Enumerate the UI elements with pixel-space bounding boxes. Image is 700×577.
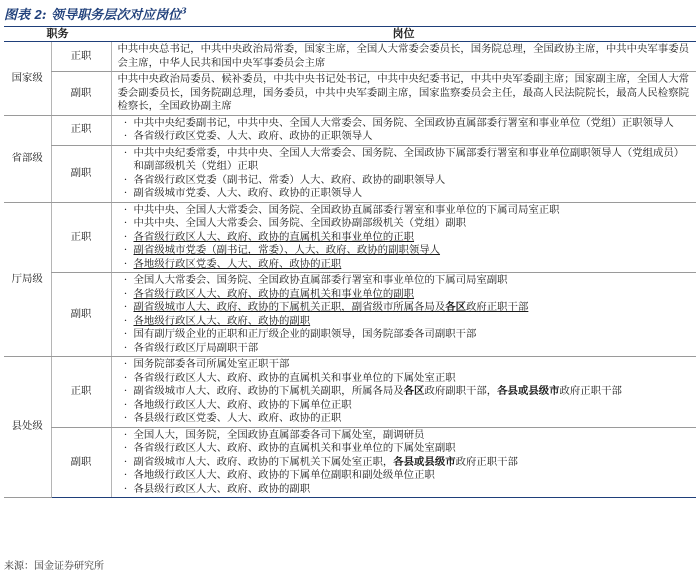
subrank-cell: 正职 [51,202,111,273]
bullet-item [118,174,693,188]
bullet-item [118,342,693,356]
subrank-cell: 正职 [51,115,111,145]
level-cell: 厅局级 [4,202,51,357]
subrank-cell: 正职 [51,357,111,428]
bullet-item [118,429,693,443]
bullet-text: 全国人大，国务院，全国政协直属部委各司下属处室，副调研员 [133,428,425,441]
bullet-dot-icon: · [123,371,128,384]
table-header-row [4,27,696,42]
position-cell [111,427,696,498]
bullet-item [118,244,693,258]
bullet-text: 中共中央、全国人大常委会、国务院、全国政协直属部委行署室和事业单位的下属司局室正职 [133,203,560,216]
level-cell: 县处级 [4,357,51,498]
bullet-dot-icon: · [123,455,128,468]
bullet-text: 各地级行政区党委、人大、政府、政协的正职 [133,257,342,270]
bullet-text: 各省级行政区人大、政府、政协的直属机关和事业单位的下属处室副职 [133,442,456,454]
bullet-dot-icon: · [123,230,128,243]
bullet-item [118,130,693,144]
subrank-cell: 副职 [51,72,111,116]
bullet-text: 各地级行政区人大、政府、政协的副职 [133,314,311,327]
table-row [4,115,696,145]
bullet-text: 中共中央、全国人大常委会、国务院、全国政协副部级机关（党组）副职 [133,217,466,229]
bullet-dot-icon: · [123,244,128,256]
bullet-dot-icon: · [123,287,128,300]
bullet-dot-icon: · [123,203,128,216]
source-note: 来源：国金证券研究所 [4,561,104,572]
bullet-item [118,412,693,426]
bullet-dot-icon: · [123,341,128,354]
bullet-text-segment: 政府正职干部 [455,455,518,468]
figure-title [4,4,187,24]
bullet-dot-icon: · [123,217,128,229]
bullet-dot-icon: · [123,412,128,424]
bullet-dot-icon: · [123,398,128,411]
bullet-text-segment: 政府正职干部 [559,385,622,397]
bullet-item [118,328,693,342]
bullet-dot-icon: · [123,116,128,129]
bullet-text-segment: 副省级城市人大、政府、政协的下属机关下属处室正职， [133,455,394,468]
bullet-dot-icon: · [123,146,128,159]
title-number: 2 [34,7,42,22]
bullet-text: 各地级行政区人大、政府、政协的下属单位副职和副处级单位正职 [133,469,435,481]
bullet-item [118,117,693,131]
bullet-dot-icon: · [123,257,128,270]
bullet-dot-icon: · [123,301,128,313]
header-position: 岗位 [111,27,696,42]
bullet-text [134,385,693,399]
bullet-dot-icon: · [123,358,128,370]
subrank-cell: 副职 [51,427,111,498]
bullet-text [134,456,693,470]
subrank-cell: 正职 [51,42,111,72]
bullet-text: 各县级行政区人大、政府、政协的副职 [133,482,311,495]
bullet-item [118,456,693,470]
bullet-text: 各省级行政区人大、政府、政协的直属机关和事业单位的下属处室正职 [133,371,456,384]
subrank-cell: 副职 [51,273,111,357]
bullet-item [118,274,693,288]
table-row [4,145,696,202]
bullet-dot-icon: · [123,442,128,454]
bullet-text: 各省级行政区厅局副职干部 [133,341,259,354]
position-cell: 中共中央总书记，中共中央政治局常委，国家主席，全国人大常委会委员长，国务院总理，全国政协主席，中共中央军事委员会主席，中华人民共和国中央军事委员会主席 [111,42,696,72]
bullet-dot-icon: · [123,274,128,286]
subrank-cell: 副职 [51,145,111,202]
bullet-item [118,231,693,245]
level-cell: 省部级 [4,115,51,202]
bullet-dot-icon: · [123,173,128,186]
bullet-item [118,372,693,386]
bullet-dot-icon: · [123,187,128,199]
position-cell [111,115,696,145]
bullet-text: 中共中央纪委副书记，中共中央、全国人大常委会、国务院、全国政协直属部委行署室和事业单位（党组）正职领导人 [133,116,674,129]
bullet-text: 副省级城市党委（副书记，常委）、人大、政府、政协的副职领导人 [133,244,441,256]
bullet-item [118,204,693,218]
bullet-text: 各地级行政区人大、政府、政协的下属单位正职 [133,398,352,411]
bullet-text-segment: 副省级城市人大、政府、政协的下属机关正职，副省级市所属各局及 [133,301,446,313]
bullet-text [134,301,693,315]
position-table [4,26,696,498]
bullet-text: 国务院部委各司所属处室正职干部 [133,358,290,370]
bullet-item [118,147,693,174]
bullet-text-segment: 各区 [403,385,425,397]
position-cell [111,145,696,202]
bullet-item [118,258,693,272]
bullet-item [118,315,693,329]
table-row [4,72,696,116]
bullet-dot-icon: · [123,469,128,481]
bullet-item [118,301,693,315]
bullet-text: 中共中央纪委常委，中共中央、全国人大常委会、国务院、全国政协下属部委行署室和事业单位副职领导人（党组成员）和副部级机关（党组）正职 [133,146,685,172]
bullet-text-segment: 政府副职干部， [424,385,498,397]
position-cell [111,273,696,357]
bullet-text: 各省级行政区人大、政府、政协的直属机关和事业单位的副职 [133,287,415,300]
position-cell: 中共中央政治局委员、候补委员，中共中央书记处书记，中共中央纪委书记，中共中央军委副主席；国家副主席，全国人大常委会副委员长，国务院副总理，国务委员，中共中央军委副主席，国家监察委员会主任，最高人民法院院长，最高人民检察院检察长，全国政协副主席 [111,72,696,116]
bullet-item [118,288,693,302]
bullet-item [118,385,693,399]
title-prefix: 图表 [4,8,35,23]
bullet-text: 各县级行政区党委、人大、政府、政协的正职 [133,412,342,424]
position-cell [111,202,696,273]
bullet-item [118,187,693,201]
table-row [4,357,696,428]
bullet-dot-icon: · [123,314,128,327]
bullet-item [118,217,693,231]
bullet-text-segment: 各县或县级市 [393,455,456,468]
bullet-dot-icon: · [123,482,128,495]
bullet-text: 各省级行政区党委、人大、政府、政协的正职领导人 [133,130,373,142]
bullet-dot-icon: · [123,385,128,397]
bullet-text: 国有副厅级企业的正职和正厅级企业的副职领导，国务院部委各司副职干部 [133,328,477,340]
bullet-item [118,483,693,497]
table-row [4,42,696,72]
bullet-item [118,442,693,456]
table-row [4,202,696,273]
bullet-text-segment: 各县或县级市 [497,385,560,397]
bullet-text: 各省级行政区党委（副书记、常委）人大、政府、政协的副职领导人 [133,173,446,186]
bullet-text-segment: 副省级城市人大、政府、政协的下属机关副职，所属各局及 [133,385,404,397]
bullet-text-segment: 各区 [445,301,466,313]
bullet-dot-icon: · [123,130,128,142]
bullet-dot-icon: · [123,328,128,340]
table-row [4,273,696,357]
table-row [4,427,696,498]
bullet-text: 副省级城市党委、人大、政府、政协的正职领导人 [133,187,363,199]
bullet-text: 全国人大常委会、国务院、全国政协直属部委行署室和事业单位的下属司局室副职 [133,274,508,286]
bullet-item [118,399,693,413]
bullet-text-segment: 政府正职干部 [466,301,529,313]
bullet-item [118,358,693,372]
title-footnote-mark: 3 [181,5,187,16]
title-suffix: : 领导职务层次对应岗位 [41,8,182,23]
level-cell: 国家级 [4,42,51,116]
bullet-item [118,469,693,483]
header-duty: 职务 [4,27,111,42]
bullet-text: 各省级行政区人大、政府、政协的直属机关和事业单位的正职 [133,230,415,243]
bullet-dot-icon: · [123,428,128,441]
position-cell [111,357,696,428]
